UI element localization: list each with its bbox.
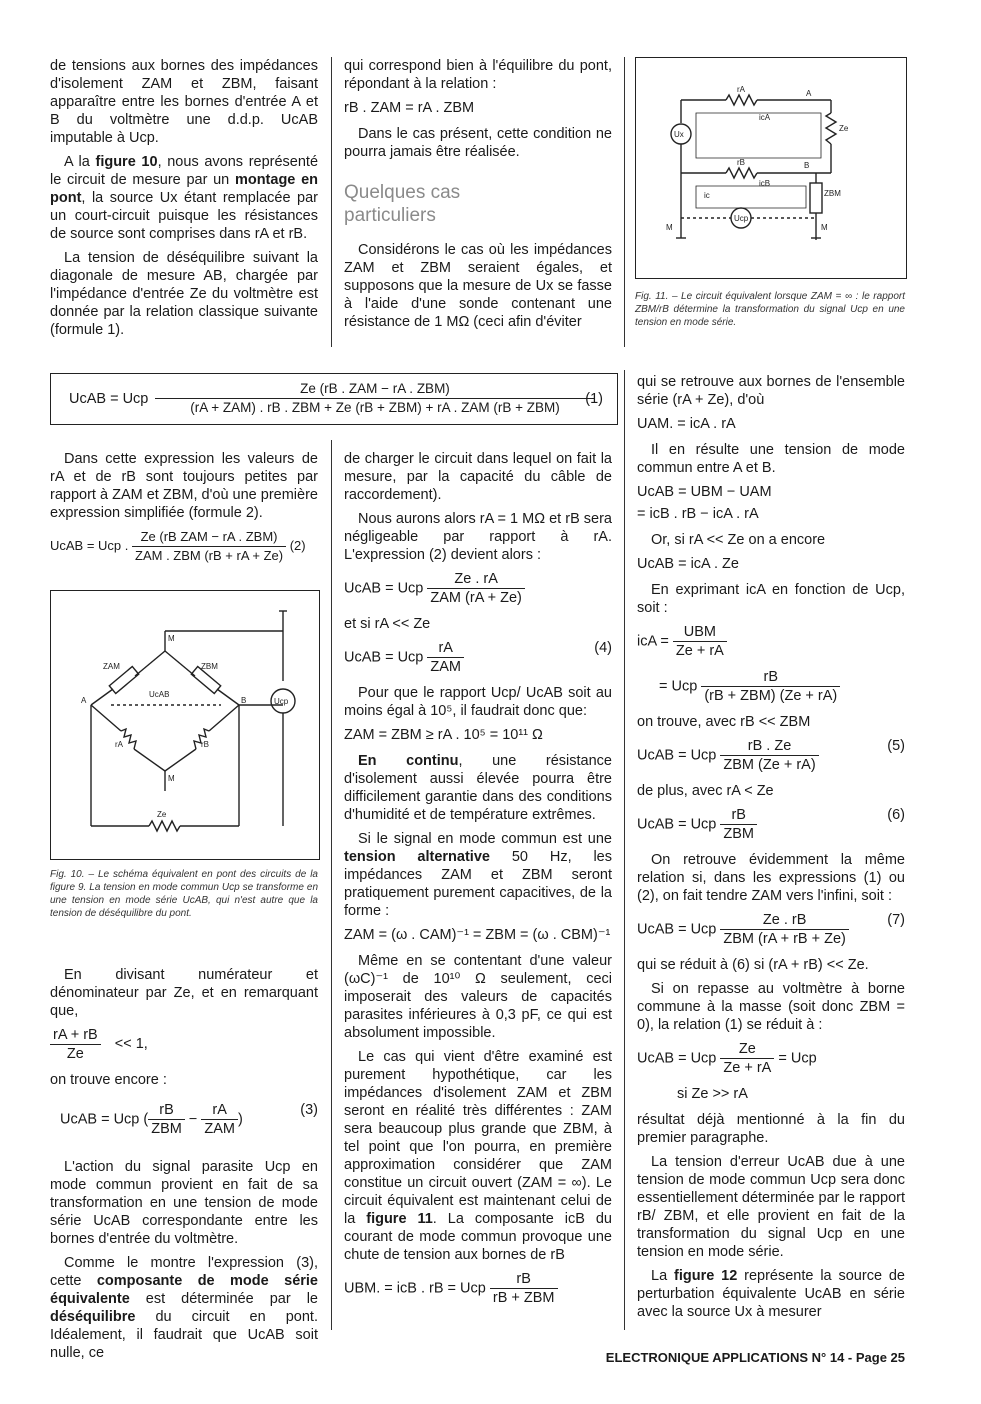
paragraph: Même en se contentant d'une valeur (ωC)⁻¹ de 10¹⁰ Ω seulement, ceci imposerait des valeurs de capacités parasites inférieures à 0,3 pF, ce qui est absolument impossible.	[344, 953, 612, 1041]
fig11-label: M	[666, 223, 673, 232]
equation: si Ze >> rA	[677, 1086, 748, 1102]
column-divider	[331, 440, 332, 1330]
equation: ZAM = ZBM ≥ rA . 10⁵ = 10¹¹ Ω	[344, 727, 543, 743]
paragraph: Pour que le rapport Ucp/ UcAB soit au moins égal à 10⁵, il faudrait donc que:	[344, 685, 612, 719]
paragraph: de charger le circuit dans lequel on fait la mesure, par la capacité du câble de raccordement).	[344, 451, 612, 503]
paragraph: La figure 12 représente la source de perturbation équivalente UcAB en série avec la source Ux à mesurer	[637, 1268, 905, 1320]
paragraph: qui se réduit à (6) si (rA + rB) << Ze.	[637, 957, 869, 973]
paragraph: A la figure 10, nous avons représenté le circuit de mesure par un montage en pont, la source Ux étant remplacée par un court-circuit puisque les résistances de source sont comprises dans rA et rB.	[50, 154, 319, 242]
equation: = Ucp $\frac{rB}{\text{(rB + ZBM) (Ze + rA)}}$	[659, 668, 905, 705]
paragraph: En divisant numérateur et dénominateur par Ze, et en remarquant que,	[50, 967, 318, 1019]
fig11-label: Ucp	[734, 214, 749, 223]
fig11-label: Ze	[839, 124, 849, 133]
section-heading: Quelques cas particuliers	[344, 182, 461, 226]
column-2-bottom	[344, 450, 612, 1315]
equation-3: UcAB = Ucp ( $\frac{rB}{\text{ZBM}}$ − $\frac{rA}{\text{ZAM}}$ ) (3)	[60, 1102, 318, 1137]
paragraph: Si le signal en mode commun est une tension alternative 50 Hz, les impédances ZAM et ZBM seront pratiquement purement capacitives, de la forme :	[344, 831, 612, 919]
equation: icA = $\frac{\text{UBM}}{Ze + rA}$	[637, 623, 905, 660]
fig11-caption: Fig. 11. – Le circuit équivalent lorsque ZAM = ∞ : le rapport ZBM/rB détermine la transformation du signal Ucp en une tension en mode série.	[635, 291, 905, 328]
equation-ratio: $\frac{rA + rB}{Ze}$ << 1,	[50, 1026, 318, 1063]
equation: rB . ZAM = rA . ZBM	[344, 100, 475, 116]
paragraph: Si on repasse au voltmètre à borne commune à la masse (soit donc ZBM = 0), la relation (1) se réduit à :	[637, 981, 905, 1033]
column-divider	[624, 57, 625, 347]
fig10-label: rB	[201, 740, 209, 749]
paragraph: qui correspond bien à l'équilibre du pont, répondant à la relation :	[344, 58, 612, 92]
equation-6: UcAB = Ucp $\frac{rB}{\text{ZBM}}$ (6)	[637, 807, 905, 842]
circuit-diagram-fig10	[51, 591, 319, 859]
equation: UAM. = icA . rA	[637, 416, 736, 432]
page-footer: ELECTRONIQUE APPLICATIONS N° 14 - Page 25	[605, 1350, 905, 1365]
paragraph: Le cas qui vient d'être examiné est purement hypothétique, car les impédances d'isolement ZAM et ZBM seront en réalité très différentes : ZAM sera beaucoup plus grande que ZBM, à tel point que l'on pourra, en première approximation considérer que ZAM constitue un circuit ouvert (ZAM = ∞). Le circuit équivalent est maintenant celui de la figure 11. La composante icB du courant de mode commun provoque une chute de tension aux bornes de rB	[344, 1049, 612, 1263]
paragraph: résultat déjà mentionné à la fin du premier paragraphe.	[637, 1112, 905, 1146]
equation: UcAB = Ucp $\frac{Ze . rA}{\text{ZAM (rA + Ze)}}$	[344, 570, 612, 607]
fig10-label: UcAB	[149, 690, 170, 699]
equation: ZAM = (ω . CAM)⁻¹ = ZBM = (ω . CBM)⁻¹	[344, 927, 611, 943]
paragraph: Il en résulte une tension de mode commun entre A et B.	[637, 442, 905, 476]
paragraph: on trouve, avec rB << ZBM	[637, 714, 811, 730]
fig11-label: A	[806, 89, 812, 98]
fig10-caption: Fig. 10. – Le schéma équivalent en pont des circuits de la figure 9. La tension en mode commun Ucp se transforme en une tension en mode série UcAB, qui n'est autre que la tension de déséquilibre du pont.	[50, 869, 318, 919]
equation: UcAB = UBM − UAM	[637, 484, 772, 500]
equation-4: UcAB = Ucp $\frac{rA}{\text{ZAM}}$ (4)	[344, 640, 612, 675]
fig10-label: B	[241, 696, 247, 705]
circuit-diagram-fig11	[636, 58, 906, 278]
equation-7: UcAB = Ucp $\frac{Ze . rB}{\text{ZBM (rA + rB + Ze)}}$ (7)	[637, 912, 905, 947]
equation: UcAB = icA . Ze	[637, 556, 739, 572]
figure-10	[50, 590, 320, 860]
paragraph: Dans cette expression les valeurs de rA et de rB sont toujours petites par rapport à ZAM et ZBM, d'où une première expression simplifiée (formule 2).	[50, 451, 318, 521]
fig10-label: A	[81, 696, 87, 705]
paragraph: de tensions aux bornes des impédances d'isolement ZAM et ZBM, faisant apparaître entre les bornes d'entrée A et B du voltmètre une d.d.p. UcAB imputable à Ucp.	[50, 58, 318, 146]
column-2-top	[344, 57, 612, 337]
fig11-label: Ux	[674, 130, 684, 139]
fig10-label: ZAM	[103, 662, 120, 671]
column-1-top	[50, 57, 318, 345]
paragraph: et si rA << Ze	[344, 616, 431, 632]
paragraph: Nous aurons alors rA = 1 MΩ et rB sera négligeable par rapport à rA. L'expression (2) devient alors :	[344, 511, 612, 563]
formula-1	[50, 373, 618, 425]
paragraph: La tension d'erreur UcAB due à une tension de mode commun Ucp sera donc essentiellement déterminée par le rapport rB/ ZBM, et elle provient en fait de la transformation du signal Ucp en une tension en mode série.	[637, 1154, 905, 1260]
fig11-label: icA	[759, 113, 771, 122]
equation: UBM. = icB . rB = Ucp $\frac{rB}{\text{rB + ZBM}}$	[344, 1270, 612, 1307]
column-divider	[331, 57, 332, 347]
paragraph: Dans le cas présent, cette condition ne pourra jamais être réalisée.	[344, 126, 612, 160]
paragraph: Comme le montre l'expression (3), cette composante de mode série équivalente est déterminée par le déséquilibre du circuit en pont. Idéalement, il faudrait que UcAB soit nulle, ce	[50, 1255, 318, 1361]
equation-2: UcAB = Ucp . $\frac{\text{Ze (rB ZAM − rA . ZBM)}}{\text{ZAM . ZBM (rB + rA + Ze)}}$ (2)	[50, 529, 306, 563]
fig11-label: rB	[737, 158, 745, 167]
column-1-middle	[50, 450, 318, 573]
paragraph: En continu, une résistance d'isolement aussi élevée pourra être difficilement garantie dans des conditions d'humidité et de température extrêmes.	[344, 753, 612, 823]
formula-1-fraction: Ze (rB . ZAM − rA . ZBM) (rA + ZAM) . rB . ZBM + Ze (rB + ZBM) + rA . ZAM (rB + ZBM)	[155, 380, 595, 417]
fig10-label: rA	[115, 740, 123, 749]
column-divider	[624, 370, 625, 1330]
fig10-label: ZBM	[201, 662, 218, 671]
fig10-label: Ze	[157, 810, 167, 819]
equation: = icB . rB − icA . rA	[637, 506, 759, 522]
paragraph: L'action du signal parasite Ucp en mode commun provient en fait de sa transformation en une tension de mode série UcAB correspondante entre les bornes d'entrée du voltmètre.	[50, 1159, 318, 1247]
equation: UcAB = Ucp $\frac{Ze}{Ze + rA}$ = Ucp	[637, 1041, 817, 1076]
formula-1-lhs: UcAB = Ucp	[69, 391, 149, 407]
figure-11	[635, 57, 907, 279]
fig11-label: rA	[737, 85, 745, 94]
paragraph: Considérons le cas où les impédances ZAM et ZBM seraient égales, et supposons que la mesure de Ux se fasse à l'aide d'une sonde contenant une résistance de 1 MΩ (ceci afin d'éviter	[344, 242, 612, 330]
equation-5: UcAB = Ucp $\frac{rB . Ze}{\text{ZBM (Ze + rA)}}$ (5)	[637, 738, 905, 773]
paragraph: On retrouve évidemment la même relation si, dans les expressions (1) ou (2), on fait tendre ZAM vers l'infini, soit :	[637, 852, 905, 904]
fig11-label: B	[804, 161, 810, 170]
fig10-label: M	[168, 634, 175, 643]
fig11-label: ZBM	[824, 189, 841, 198]
paragraph: La tension de déséquilibre suivant la diagonale de mesure AB, chargée par l'impédance d'entrée Ze du voltmètre est donnée par la relation classique suivante (formule 1).	[50, 250, 318, 338]
fig11-label: M	[821, 223, 828, 232]
paragraph: on trouve encore :	[50, 1072, 167, 1088]
column-1-bottom	[50, 966, 318, 1368]
paragraph: qui se retrouve aux bornes de l'ensemble série (rA + Ze), d'où	[637, 374, 905, 408]
fig11-label: ic	[704, 191, 710, 200]
paragraph: de plus, avec rA < Ze	[637, 783, 774, 799]
column-3	[637, 373, 905, 1327]
fig10-label: M	[168, 774, 175, 783]
fig10-label: Ucp	[274, 697, 289, 706]
paragraph: En exprimant icA en fonction de Ucp, soit :	[637, 582, 905, 616]
paragraph: Or, si rA << Ze on a encore	[651, 532, 826, 548]
fig11-label: icB	[759, 179, 771, 188]
equation-number: (1)	[585, 391, 603, 407]
